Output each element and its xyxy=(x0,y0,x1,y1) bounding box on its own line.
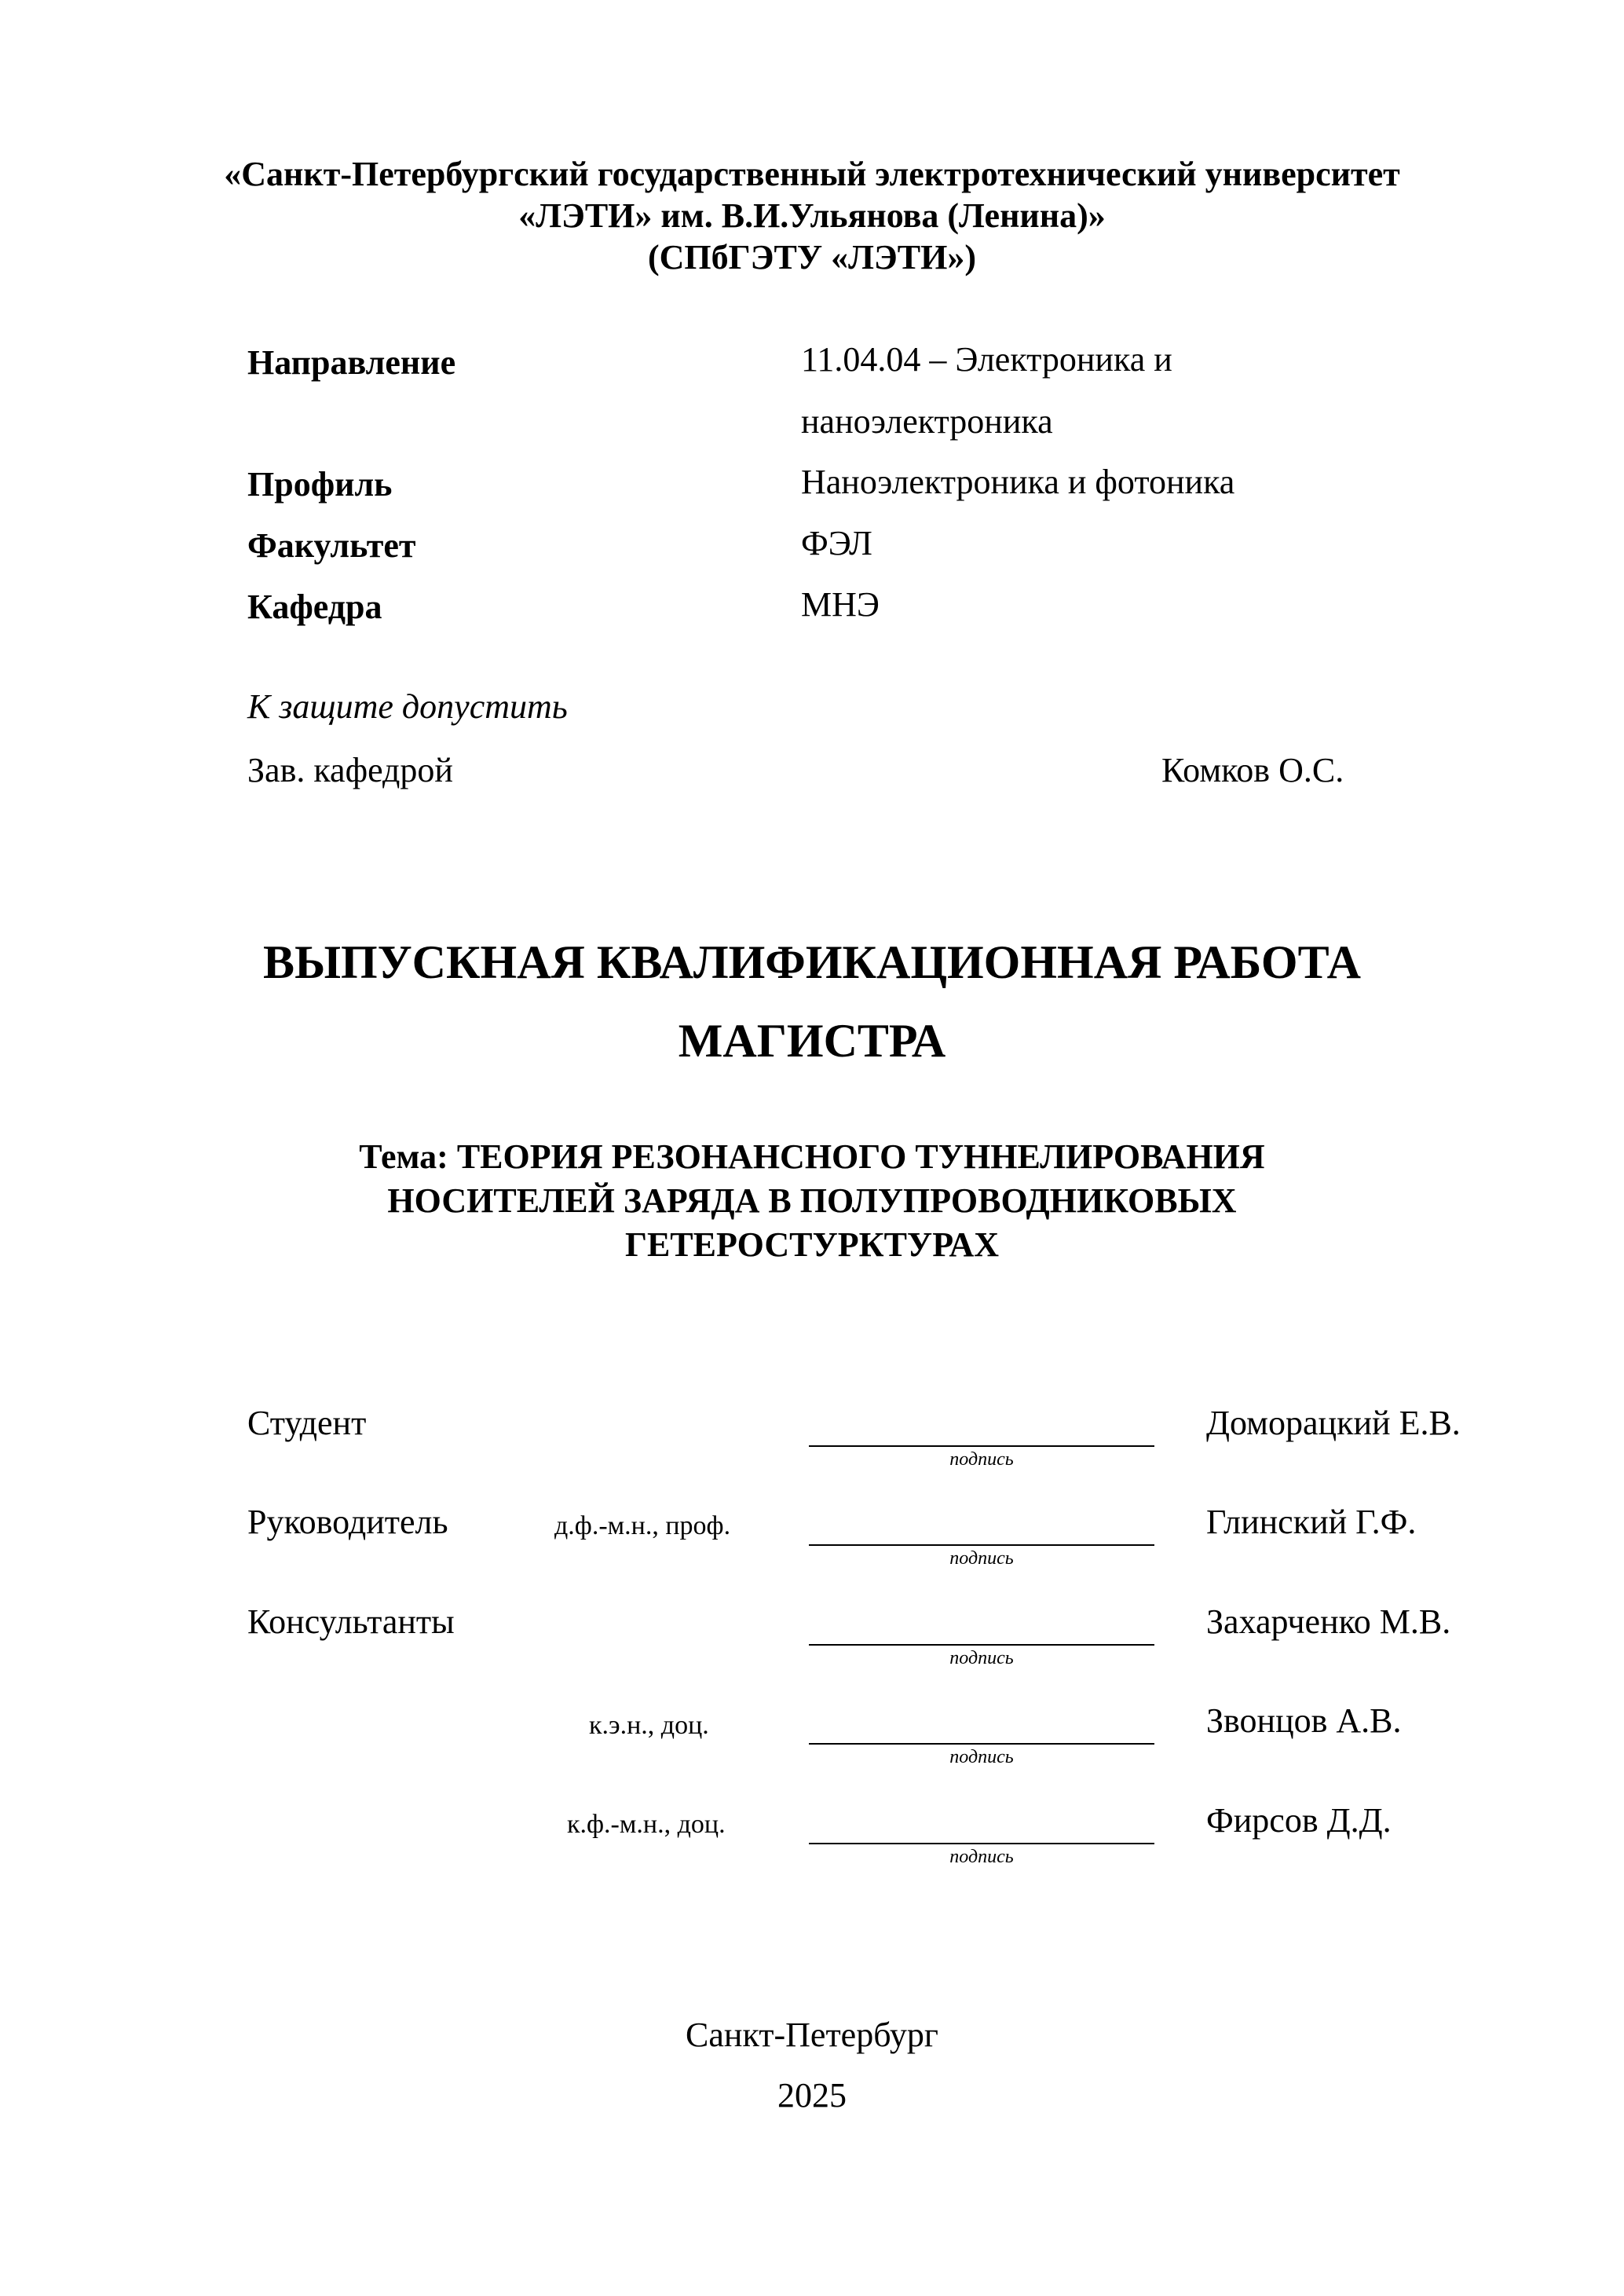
topic-line1: Тема: ТЕОРИЯ РЕЗОНАНСНОГО ТУННЕЛИРОВАНИЯ xyxy=(359,1137,1265,1176)
profile-label: Профиль xyxy=(247,465,393,504)
admit-to-defense-text: К защите допустить xyxy=(247,687,568,726)
consultant2-name: Звонцов А.В. xyxy=(1206,1701,1402,1740)
consultant1-name: Захарченко М.В. xyxy=(1206,1602,1451,1641)
faculty-value: ФЭЛ xyxy=(801,524,872,562)
year: 2025 xyxy=(777,2076,847,2115)
consultant2-degree: к.э.н., доц. xyxy=(589,1711,709,1740)
consultant2-signature-line xyxy=(809,1743,1154,1745)
direction-label: Направление xyxy=(247,343,456,382)
consultant1-signature-line xyxy=(809,1644,1154,1646)
city: Санкт-Петербург xyxy=(686,2016,938,2054)
consultant3-name: Фирсов Д.Д. xyxy=(1206,1801,1392,1840)
consultants-role: Консультанты xyxy=(247,1602,455,1641)
consultant3-degree: к.ф.-м.н., доц. xyxy=(567,1810,726,1839)
topic-line2: НОСИТЕЛЕЙ ЗАРЯДА В ПОЛУПРОВОДНИКОВЫХ xyxy=(387,1181,1237,1220)
student-name: Доморацкий Е.В. xyxy=(1206,1404,1461,1442)
supervisor-signature-caption: подпись xyxy=(949,1548,1014,1569)
supervisor-name: Глинский Г.Ф. xyxy=(1206,1503,1417,1541)
student-signature-line xyxy=(809,1445,1154,1447)
student-role: Студент xyxy=(247,1404,367,1442)
department-label: Кафедра xyxy=(247,588,382,626)
direction-value-line2: наноэлектроника xyxy=(801,402,1053,441)
university-name-line1: «Санкт-Петербургский государственный электротехнический университет xyxy=(224,155,1400,193)
consultant3-signature-caption: подпись xyxy=(949,1847,1014,1867)
faculty-label: Факультет xyxy=(247,526,416,565)
supervisor-signature-line xyxy=(809,1544,1154,1546)
student-signature-caption: подпись xyxy=(949,1449,1014,1470)
university-name-line2: «ЛЭТИ» им. В.И.Ульянова (Ленина)» xyxy=(518,196,1106,235)
head-of-department-label: Зав. кафедрой xyxy=(247,751,453,789)
consultant3-signature-line xyxy=(809,1843,1154,1844)
department-value: МНЭ xyxy=(801,585,880,624)
profile-value: Наноэлектроника и фотоника xyxy=(801,463,1235,501)
document-title-line1: ВЫПУСКНАЯ КВАЛИФИКАЦИОННАЯ РАБОТА xyxy=(263,936,1361,988)
consultant1-signature-caption: подпись xyxy=(949,1648,1014,1668)
consultant2-signature-caption: подпись xyxy=(949,1747,1014,1767)
head-of-department-name: Комков О.С. xyxy=(1161,751,1344,789)
university-abbreviation: (СПбГЭТУ «ЛЭТИ») xyxy=(648,238,976,276)
direction-value-line1: 11.04.04 – Электроника и xyxy=(801,340,1172,379)
supervisor-degree: д.ф.-м.н., проф. xyxy=(554,1511,731,1540)
supervisor-role: Руководитель xyxy=(247,1503,448,1541)
document-title-line2: МАГИСТРА xyxy=(678,1015,946,1067)
topic-line3: ГЕТЕРОСТУРКТУРАХ xyxy=(624,1225,1000,1264)
